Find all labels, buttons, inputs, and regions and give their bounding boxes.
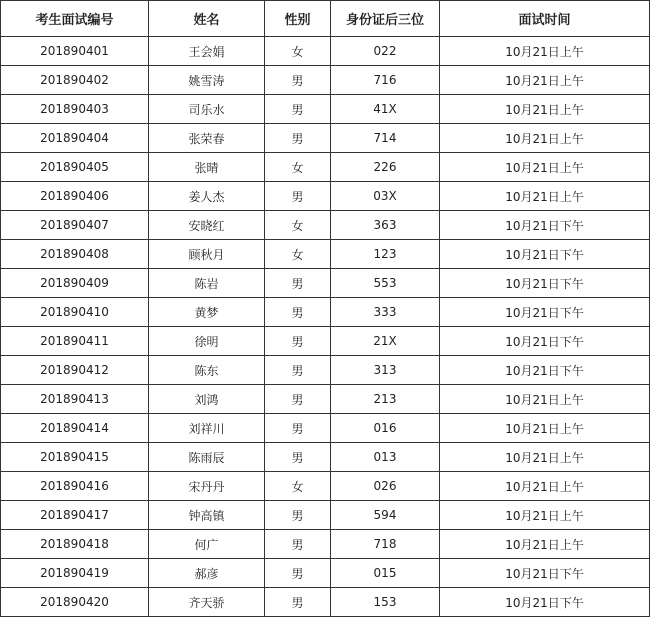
cell-gender: 男 [265,298,331,327]
cell-id-last-three: 553 [331,269,440,298]
cell-interview-time: 10月21日下午 [440,269,650,298]
header-interview-time: 面试时间 [440,1,650,37]
cell-id-last-three: 026 [331,472,440,501]
cell-id-last-three: 594 [331,501,440,530]
cell-candidate-id: 201890412 [1,356,149,385]
table-row [1,385,650,414]
cell-name: 宋丹丹 [149,472,265,501]
cell-gender: 男 [265,95,331,124]
table-row [1,269,650,298]
cell-name: 郝彦 [149,559,265,588]
table-row [1,298,650,327]
table-row [1,530,650,559]
table-row [1,66,650,95]
cell-gender: 女 [265,153,331,182]
cell-candidate-id: 201890416 [1,472,149,501]
cell-id-last-three: 03X [331,182,440,211]
cell-candidate-id: 201890404 [1,124,149,153]
cell-gender: 男 [265,501,331,530]
table-row [1,443,650,472]
cell-candidate-id: 201890402 [1,66,149,95]
cell-id-last-three: 015 [331,559,440,588]
cell-gender: 男 [265,385,331,414]
cell-interview-time: 10月21日上午 [440,66,650,95]
header-candidate-id: 考生面试编号 [1,1,149,37]
cell-id-last-three: 013 [331,443,440,472]
cell-id-last-three: 123 [331,240,440,269]
cell-gender: 女 [265,240,331,269]
cell-gender: 女 [265,37,331,66]
cell-candidate-id: 201890408 [1,240,149,269]
cell-interview-time: 10月21日上午 [440,385,650,414]
cell-interview-time: 10月21日上午 [440,124,650,153]
cell-candidate-id: 201890409 [1,269,149,298]
cell-candidate-id: 201890415 [1,443,149,472]
cell-gender: 男 [265,182,331,211]
cell-interview-time: 10月21日上午 [440,443,650,472]
cell-candidate-id: 201890419 [1,559,149,588]
table-row [1,472,650,501]
cell-candidate-id: 201890414 [1,414,149,443]
cell-name: 陈岩 [149,269,265,298]
cell-interview-time: 10月21日上午 [440,472,650,501]
table-row [1,588,650,617]
cell-id-last-three: 153 [331,588,440,617]
table-row [1,182,650,211]
cell-gender: 男 [265,269,331,298]
cell-id-last-three: 41X [331,95,440,124]
cell-id-last-three: 716 [331,66,440,95]
cell-interview-time: 10月21日下午 [440,356,650,385]
cell-id-last-three: 226 [331,153,440,182]
cell-name: 顾秋月 [149,240,265,269]
cell-candidate-id: 201890405 [1,153,149,182]
cell-name: 徐明 [149,327,265,356]
cell-gender: 女 [265,211,331,240]
cell-name: 张荣春 [149,124,265,153]
table-row [1,501,650,530]
cell-interview-time: 10月21日下午 [440,559,650,588]
cell-candidate-id: 201890406 [1,182,149,211]
cell-interview-time: 10月21日上午 [440,37,650,66]
cell-gender: 男 [265,356,331,385]
cell-name: 司乐水 [149,95,265,124]
cell-name: 齐天骄 [149,588,265,617]
cell-name: 王会娟 [149,37,265,66]
cell-name: 姜人杰 [149,182,265,211]
cell-gender: 男 [265,66,331,95]
cell-id-last-three: 714 [331,124,440,153]
table-row [1,327,650,356]
table-row [1,124,650,153]
table-row [1,356,650,385]
cell-interview-time: 10月21日上午 [440,414,650,443]
cell-interview-time: 10月21日下午 [440,240,650,269]
cell-gender: 男 [265,414,331,443]
cell-gender: 男 [265,443,331,472]
cell-id-last-three: 313 [331,356,440,385]
cell-candidate-id: 201890407 [1,211,149,240]
cell-interview-time: 10月21日下午 [440,588,650,617]
cell-name: 安晓红 [149,211,265,240]
cell-name: 张晴 [149,153,265,182]
cell-gender: 男 [265,124,331,153]
cell-name: 陈东 [149,356,265,385]
cell-name: 刘祥川 [149,414,265,443]
cell-id-last-three: 333 [331,298,440,327]
cell-gender: 男 [265,588,331,617]
cell-candidate-id: 201890401 [1,37,149,66]
cell-interview-time: 10月21日上午 [440,182,650,211]
cell-id-last-three: 363 [331,211,440,240]
cell-name: 何广 [149,530,265,559]
table-row [1,211,650,240]
cell-interview-time: 10月21日上午 [440,95,650,124]
table-row [1,153,650,182]
cell-candidate-id: 201890413 [1,385,149,414]
cell-id-last-three: 016 [331,414,440,443]
cell-interview-time: 10月21日下午 [440,298,650,327]
cell-gender: 男 [265,559,331,588]
cell-interview-time: 10月21日下午 [440,327,650,356]
cell-id-last-three: 213 [331,385,440,414]
table-row [1,95,650,124]
table-row [1,37,650,66]
cell-name: 刘鸿 [149,385,265,414]
table-row [1,240,650,269]
cell-id-last-three: 718 [331,530,440,559]
cell-name: 姚雪涛 [149,66,265,95]
cell-candidate-id: 201890410 [1,298,149,327]
cell-candidate-id: 201890418 [1,530,149,559]
cell-interview-time: 10月21日下午 [440,211,650,240]
cell-candidate-id: 201890411 [1,327,149,356]
cell-candidate-id: 201890420 [1,588,149,617]
cell-name: 黄梦 [149,298,265,327]
cell-gender: 男 [265,530,331,559]
table-body [1,37,650,617]
header-gender: 性别 [265,1,331,37]
header-id-last-three: 身份证后三位 [331,1,440,37]
header-name: 姓名 [149,1,265,37]
table-row [1,559,650,588]
cell-candidate-id: 201890403 [1,95,149,124]
cell-name: 钟高镇 [149,501,265,530]
cell-gender: 男 [265,327,331,356]
cell-id-last-three: 21X [331,327,440,356]
cell-id-last-three: 022 [331,37,440,66]
cell-candidate-id: 201890417 [1,501,149,530]
header-row [1,1,650,37]
table-row [1,414,650,443]
cell-interview-time: 10月21日上午 [440,153,650,182]
cell-interview-time: 10月21日上午 [440,530,650,559]
cell-interview-time: 10月21日上午 [440,501,650,530]
cell-name: 陈雨辰 [149,443,265,472]
cell-gender: 女 [265,472,331,501]
